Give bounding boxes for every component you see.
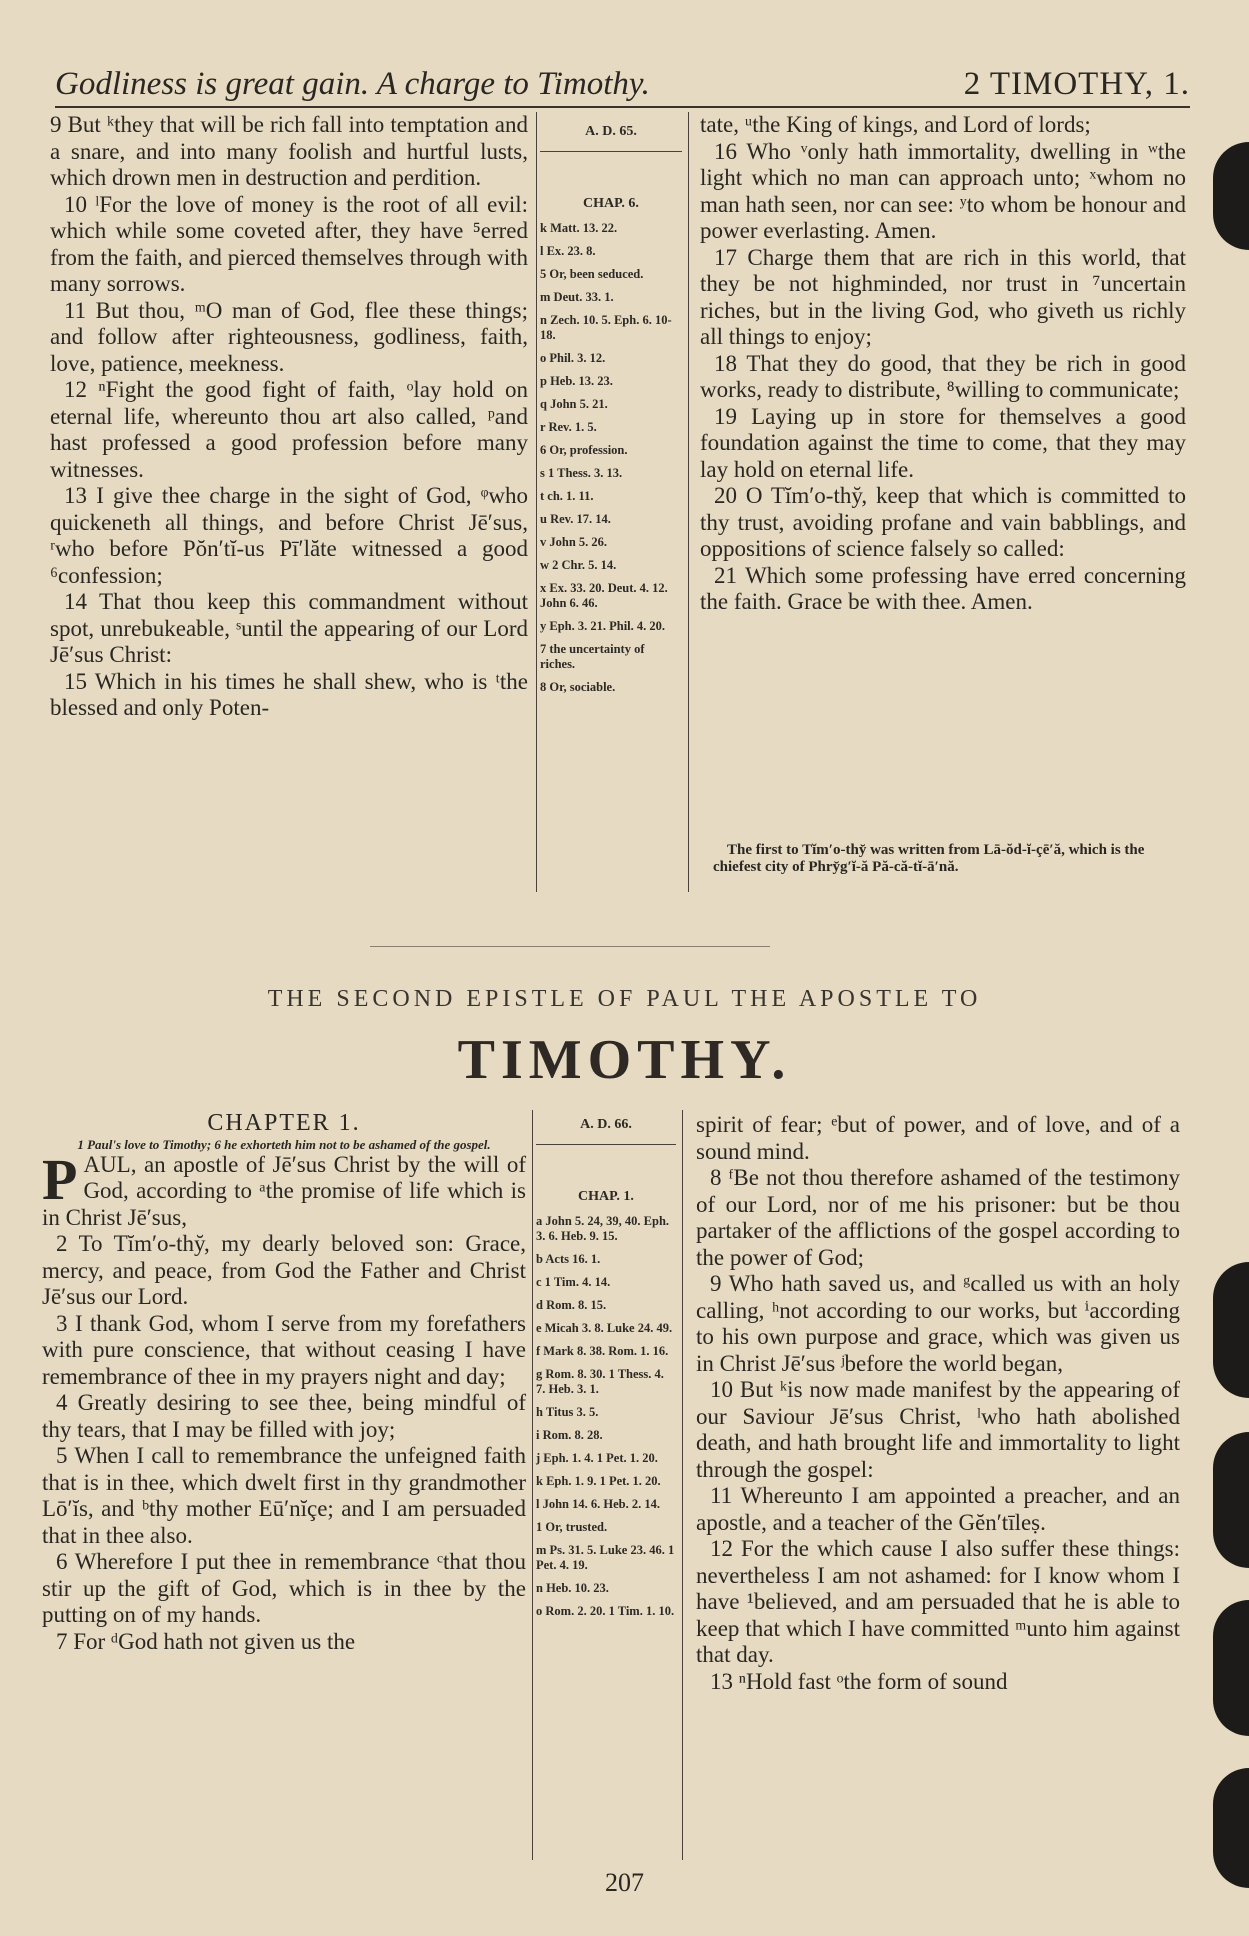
drop-cap: P bbox=[42, 1146, 78, 1212]
date-label: A. D. 66. bbox=[536, 1105, 676, 1145]
verse: 4 Greatly desiring to see thee, being mindful of thy tears, that I may be filled with joy; bbox=[42, 1390, 526, 1442]
verse: 14 That thou keep this commandment without spot, unrebukeable, ˢuntil the appearing of our Lord Jē′sus Christ: bbox=[50, 589, 528, 667]
cross-reference: a John 5. 24, 39, 40. Eph. 3. 6. Heb. 9. 15. bbox=[536, 1214, 670, 1243]
thumb-index-tab[interactable] bbox=[1213, 1432, 1249, 1568]
chapter-heading: CHAPTER 1. bbox=[207, 1110, 361, 1136]
verse: 5 When I call to remembrance the unfeigned faith that is in thee, which dwelt first in thy grandmother Lō′ĭs, and ᵇthy mother Eū′nĭçe; and I am persuaded that in thee also. bbox=[42, 1443, 526, 1548]
thumb-index-tab[interactable] bbox=[1213, 1768, 1249, 1888]
cross-reference: n Zech. 10. 5. Eph. 6. 10-18. bbox=[540, 313, 672, 342]
cross-reference: b Acts 16. 1. bbox=[536, 1252, 601, 1266]
header-book-chapter: 2 TIMOTHY, 1. bbox=[963, 66, 1190, 102]
verse: 18 That they do good, that they be rich in good works, ready to distribute, ⁸willing to communicate; bbox=[700, 350, 1186, 402]
verse: 13 ⁿHold fast ᵒthe form of sound bbox=[710, 1668, 1008, 1694]
verse-text: AUL, an apostle of Jē′sus Christ by the will of God, according to ᵃthe promise of life which is in Christ Jē′sus, bbox=[42, 1151, 526, 1230]
cross-reference: k Eph. 1. 9. 1 Pet. 1. 20. bbox=[536, 1474, 661, 1488]
cross-reference: l John 14. 6. Heb. 2. 14. bbox=[536, 1497, 660, 1511]
cross-reference: i Rom. 8. 28. bbox=[536, 1428, 603, 1442]
cross-reference: 1 Or, trusted. bbox=[536, 1520, 608, 1534]
header-summary: Godliness is great gain. A charge to Timothy. bbox=[55, 66, 650, 102]
verse: 16 Who ᵛonly hath immortality, dwelling in ʷthe light which no man can approach unto; ˣwhom no man hath seen, nor can see: ʸto whom be honour and power everlasting. Amen. bbox=[700, 138, 1186, 243]
column-rule bbox=[682, 1110, 683, 1860]
verse: 3 I thank God, whom I serve from my forefathers with pure conscience, that without ceasing I have remembrance of thee in my prayers night and day; bbox=[42, 1310, 526, 1389]
bottom-right-column bbox=[696, 1112, 1180, 1695]
column-rule bbox=[532, 1110, 533, 1860]
cross-reference: 8 Or, sociable. bbox=[540, 680, 616, 694]
bottom-left-column bbox=[42, 1110, 526, 1655]
cross-reference: n Heb. 10. 23. bbox=[536, 1581, 609, 1595]
book-superscription: THE SECOND EPISTLE OF PAUL THE APOSTLE TO bbox=[267, 986, 982, 1012]
verse: 15 Which in his times he shall shew, who is ᵗthe blessed and only Poten- bbox=[50, 668, 528, 720]
cross-reference: h Titus 3. 5. bbox=[536, 1405, 599, 1419]
cross-reference: c 1 Tim. 4. 14. bbox=[536, 1275, 611, 1289]
verse bbox=[42, 1146, 526, 1232]
thumb-index-tab[interactable] bbox=[1213, 1600, 1249, 1736]
verse: 9 Who hath saved us, and ᵍcalled us with an holy calling, ʰnot according to our works, but ⁱaccording to his own purpose and grace, which was given us in Christ Jē′sus ʲbefore the world began, bbox=[696, 1271, 1180, 1376]
verse: 2 To Tĭm′o-thy̆, my dearly beloved son: Grace, mercy, and peace, from God the Father and Christ Jē′sus our Lord. bbox=[42, 1231, 526, 1309]
cross-reference: y Eph. 3. 21. Phil. 4. 20. bbox=[540, 619, 666, 633]
colophon: The first to Tĭm′o-thy̆ was written from Lā-ŏd-ĭ-çē′ă, which is the chiefest city of Phry̆g′ĭ-ă Pă-că-tĭ-ā′nă. bbox=[713, 842, 1145, 875]
verse: 9 But ᵏthey that will be rich fall into temptation and a snare, and into many foolish and hurtful lusts, which drown men in destruction and perdition. bbox=[50, 112, 528, 190]
top-left-column bbox=[50, 112, 528, 722]
bottom-margin-references bbox=[536, 1105, 676, 1627]
cross-reference: s 1 Thess. 3. 13. bbox=[540, 466, 623, 480]
page-number: 207 bbox=[605, 1868, 644, 1897]
verse: 10 ˡFor the love of money is the root of all evil: which while some coveted after, they have ⁵erred from the faith, and pierced themselves through with many sorrows. bbox=[50, 191, 528, 296]
thumb-index-tab[interactable] bbox=[1213, 142, 1249, 250]
section-divider bbox=[370, 946, 770, 947]
verse: spirit of fear; ᵉbut of power, and of love, and of a sound mind. bbox=[696, 1112, 1180, 1164]
cross-reference: k Matt. 13. 22. bbox=[540, 221, 618, 235]
chapter-label: CHAP. 6. bbox=[583, 196, 639, 211]
column-rule bbox=[536, 112, 537, 892]
cross-reference: m Ps. 31. 5. Luke 23. 46. 1 Pet. 4. 19. bbox=[536, 1543, 675, 1572]
verse: 12 ⁿFight the good fight of faith, ᵒlay hold on eternal life, whereunto thou art also called, ᵖand hast professed a good profession before many witnesses. bbox=[50, 377, 528, 482]
top-right-column bbox=[700, 112, 1186, 616]
cross-reference: p Heb. 13. 23. bbox=[540, 374, 613, 388]
thumb-index-tab[interactable] bbox=[1213, 1262, 1249, 1398]
cross-reference: q John 5. 21. bbox=[540, 397, 608, 411]
verse: 13 I give thee charge in the sight of God, ᵠwho quickeneth all things, and before Christ Jē′sus, ʳwho before Pŏn′tĭ-us Pī′lăte witnessed a good ⁶confession; bbox=[50, 483, 528, 588]
chapter-label: CHAP. 1. bbox=[578, 1189, 634, 1204]
cross-reference: e Micah 3. 8. Luke 24. 49. bbox=[536, 1321, 673, 1335]
cross-reference: 6 Or, profession. bbox=[540, 443, 628, 457]
verse: 20 O Tĭm′o-thy̆, keep that which is committed to thy trust, avoiding profane and vain babblings, and oppositions of science falsely so called: bbox=[700, 483, 1186, 561]
column-rule bbox=[688, 112, 689, 892]
cross-reference: w 2 Chr. 5. 14. bbox=[540, 558, 617, 572]
verse: tate, ᵘthe King of kings, and Lord of lords; bbox=[700, 112, 1091, 137]
cross-reference: d Rom. 8. 15. bbox=[536, 1298, 607, 1312]
cross-reference: 7 the uncertainty of riches. bbox=[540, 642, 645, 671]
cross-reference: x Ex. 33. 20. Deut. 4. 12. John 6. 46. bbox=[540, 581, 668, 610]
cross-reference: j Eph. 1. 4. 1 Pet. 1. 20. bbox=[536, 1451, 658, 1465]
date-label: A. D. 65. bbox=[540, 112, 682, 152]
top-margin-references bbox=[540, 112, 682, 703]
verse: 12 For the which cause I also suffer these things: nevertheless I am not ashamed: for I know whom I have ¹believed, and am persuaded that he is able to keep that which I have committed ᵐunto him against that day. bbox=[696, 1536, 1180, 1667]
cross-reference: m Deut. 33. 1. bbox=[540, 290, 614, 304]
cross-reference: o Phil. 3. 12. bbox=[540, 351, 606, 365]
verse: 8 ᶠBe not thou therefore ashamed of the testimony of our Lord, nor of me his prisoner: but be thou partaker of the afflictions of the gospel according to the power of God; bbox=[696, 1165, 1180, 1270]
cross-reference: l Ex. 23. 8. bbox=[540, 244, 596, 258]
book-title: TIMOTHY. bbox=[457, 1029, 792, 1091]
cross-reference: g Rom. 8. 30. 1 Thess. 4. 7. Heb. 3. 1. bbox=[536, 1367, 664, 1396]
running-header bbox=[55, 62, 1190, 108]
cross-reference: r Rev. 1. 5. bbox=[540, 420, 597, 434]
cross-reference: u Rev. 17. 14. bbox=[540, 512, 611, 526]
cross-reference: f Mark 8. 38. Rom. 1. 16. bbox=[536, 1344, 669, 1358]
verse: 11 But thou, ᵐO man of God, flee these things; and follow after righteousness, godliness, faith, love, patience, meekness. bbox=[50, 297, 528, 376]
verse: 10 But ᵏis now made manifest by the appearing of our Saviour Jē′sus Christ, ˡwho hath abolished death, and hath brought life and immortality to light through the gospel: bbox=[696, 1377, 1180, 1482]
verse: 21 Which some professing have erred concerning the faith. Grace be with thee. Amen. bbox=[700, 562, 1186, 614]
verse: 19 Laying up in store for themselves a good foundation against the time to come, that they may lay hold on eternal life. bbox=[700, 403, 1186, 482]
verse: 6 Wherefore I put thee in remembrance ᶜthat thou stir up the gift of God, which is in thee by the putting on of my hands. bbox=[42, 1549, 526, 1627]
verse: 17 Charge them that are rich in this world, that they be not highminded, nor trust in ⁷uncertain riches, but in the living God, who giveth us richly all things to enjoy; bbox=[700, 244, 1186, 349]
cross-reference: 5 Or, been seduced. bbox=[540, 267, 644, 281]
cross-reference: v John 5. 26. bbox=[540, 535, 608, 549]
verse: 11 Whereunto I am appointed a preacher, and an apostle, and a teacher of the Gĕn′tīleṣ. bbox=[696, 1483, 1180, 1535]
cross-reference: t ch. 1. 11. bbox=[540, 489, 594, 503]
chapter-summary: 1 Paul's love to Timothy; 6 he exhorteth him not to be ashamed of the gospel. bbox=[77, 1136, 491, 1152]
verse: 7 For ᵈGod hath not given us the bbox=[56, 1628, 356, 1654]
cross-reference: o Rom. 2. 20. 1 Tim. 1. 10. bbox=[536, 1604, 675, 1618]
